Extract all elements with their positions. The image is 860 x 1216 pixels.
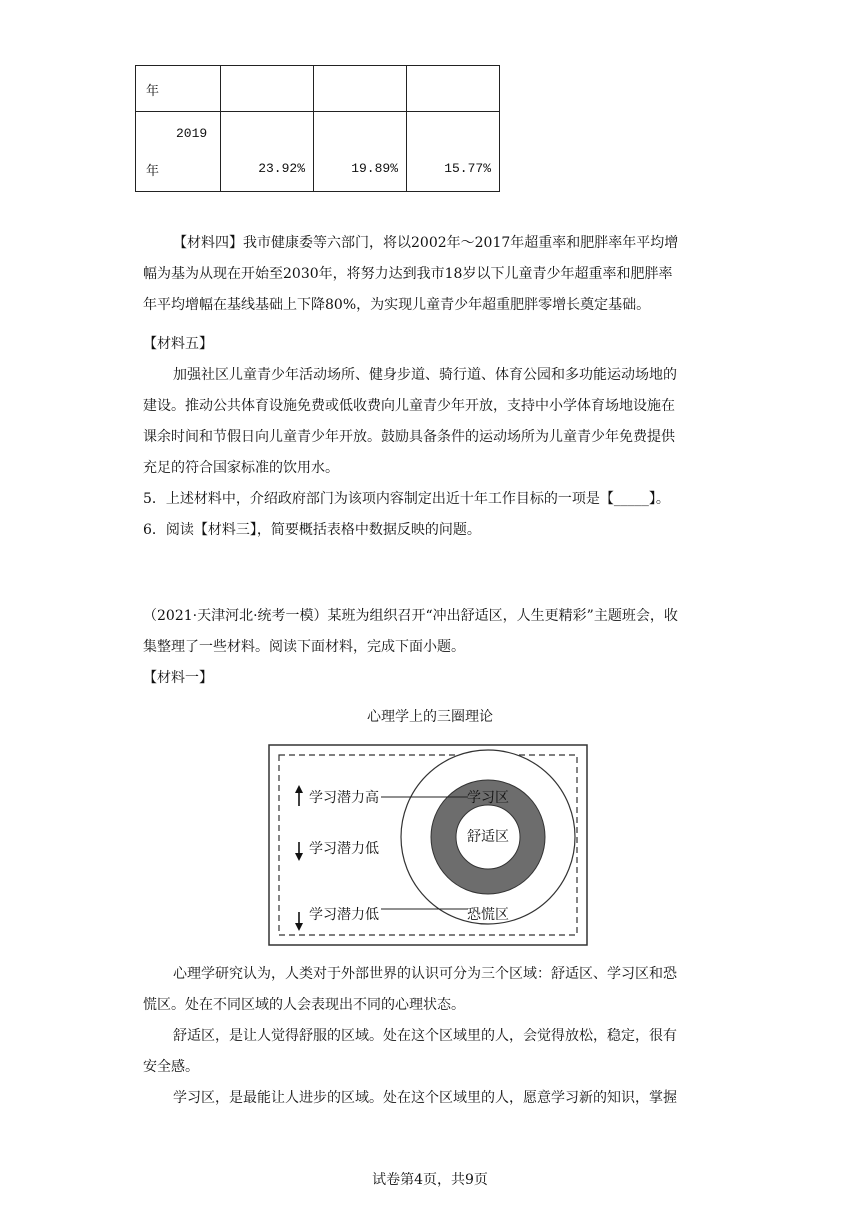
label-panic-zone: 恐慌区 [467,907,509,923]
text-line: 安全感。 [143,1059,199,1075]
three-circle-diagram [268,744,588,946]
table-cell [136,66,221,112]
text-line: 学习区，是最能让人进步的区域。处在这个区域里的人，愿意学习新的知识，掌握 [173,1090,677,1106]
text-line: 集整理了一些材料。阅读下面材料，完成下面小题。 [143,639,465,655]
label-potential-low: 学习潜力低 [309,841,379,857]
table-cell [221,112,314,192]
cell-value: 15.77% [444,161,491,176]
label-learning-zone: 学习区 [467,790,509,806]
page-footer: 试卷第4页，共9页 [372,1172,488,1188]
section-heading: 【材料五】 [143,336,213,352]
table-row [136,66,500,112]
material-five [143,329,723,546]
intro-section [143,601,723,694]
text-line: 充足的符合国家标准的饮用水。 [143,460,339,476]
year-suffix: 年 [146,164,160,179]
label-potential-high: 学习潜力高 [309,790,379,806]
text-line: 建设。推动公共体育设施免费或低收费向儿童青少年开放，支持中小学体育场地设施在 [143,398,675,414]
label-comfort-zone: 舒适区 [467,829,509,845]
text-line: 加强社区儿童青少年活动场所、健身步道、骑行道、体育公园和多功能运动场地的 [173,367,677,383]
year-number: 2019 [176,126,208,141]
material-four [143,228,723,321]
year-label: 年 [146,84,160,99]
table-cell [314,66,407,112]
table-cell [407,66,500,112]
table-cell [407,112,500,192]
table-row [136,112,500,192]
table-cell [136,112,221,192]
text-line: 幅为基为从现在开始至2030年，将努力达到我市18岁以下儿童青少年超重率和肥胖率 [143,266,673,282]
question-5: 5．上述材料中，介绍政府部门为该项内容制定出近十年工作目标的一项是【_____】。 [143,491,670,507]
text-line: 【材料四】我市健康委等六部门，将以2002年～2017年超重率和肥胖率年平均增 [173,235,679,251]
question-6: 6．阅读【材料三】，简要概括表格中数据反映的问题。 [143,522,481,538]
text-line: 慌区。处在不同区域的人会表现出不同的心理状态。 [143,997,465,1013]
figure-title: 心理学上的三圈理论 [367,709,493,725]
data-table [135,65,500,192]
text-line: 心理学研究认为，人类对于外部世界的认识可分为三个区域：舒适区、学习区和恐 [173,966,677,982]
label-potential-low: 学习潜力低 [309,907,379,923]
text-line: 年平均增幅在基线基础上下降80%，为实现儿童青少年超重肥胖零增长奠定基础。 [143,297,651,313]
table-cell [221,66,314,112]
cell-value: 23.92% [258,161,305,176]
text-line: 舒适区，是让人觉得舒服的区域。处在这个区域里的人，会觉得放松，稳定，很有 [173,1028,677,1044]
text-line: （2021·天津河北·统考一模）某班为组织召开“冲出舒适区，人生更精彩”主题班会，收 [143,608,678,624]
section-heading: 【材料一】 [143,670,213,686]
table-cell [314,112,407,192]
cell-value: 19.89% [351,161,398,176]
text-line: 课余时间和节假日向儿童青少年开放。鼓励具备条件的运动场所为儿童青少年免费提供 [143,429,675,445]
body-text [143,959,723,1114]
